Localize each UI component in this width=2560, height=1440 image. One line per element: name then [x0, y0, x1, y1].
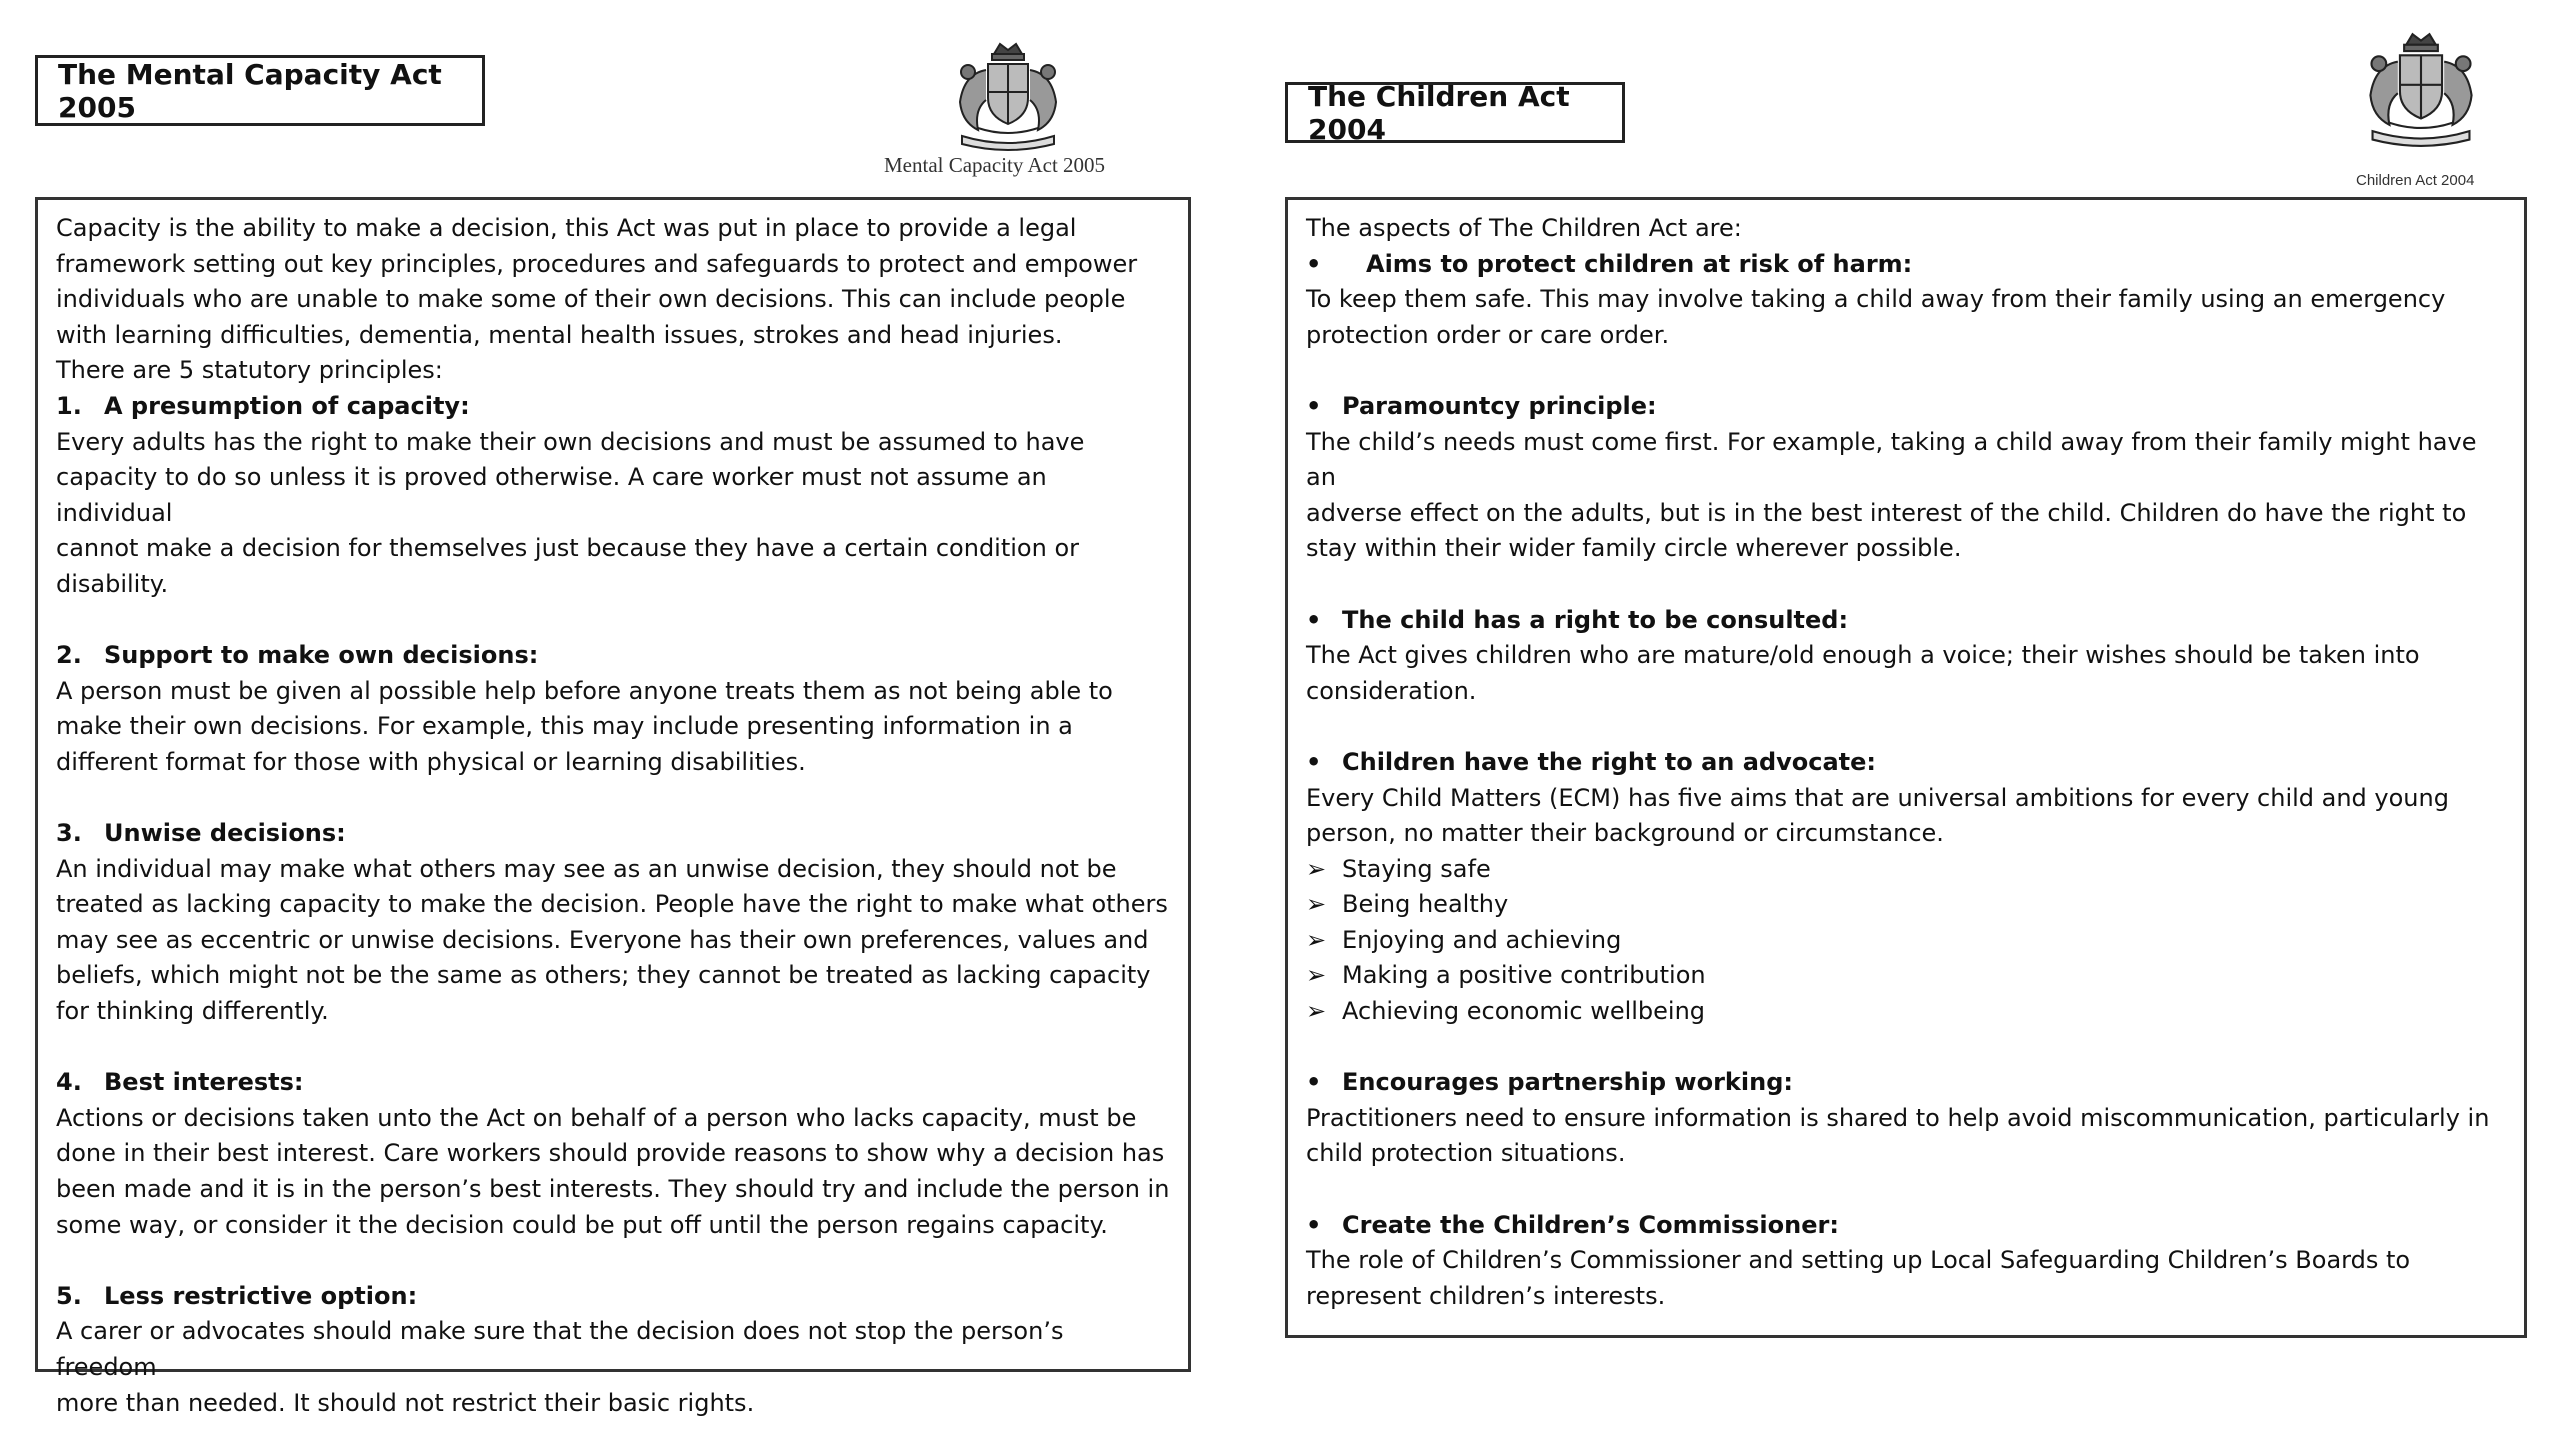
principle-line: Every adults has the right to make their own decisions and must be assumed to have [56, 427, 1085, 456]
principle-heading [56, 638, 1170, 674]
aspect-heading [1306, 389, 2506, 425]
principle-line: capacity to do so unless it is proved otherwise. A care worker must not assume an individual [56, 463, 1047, 527]
aspect-title: Create the Children’s Commissioner: [1342, 1210, 1839, 1239]
principle-title: Unwise decisions: [104, 819, 346, 848]
ca-intro: The aspects of The Children Act are: [1306, 214, 1742, 242]
aspect-title: Children have the right to an advocate: [1342, 747, 1877, 776]
principle-line: done in their best interest. Care workers should provide reasons to show why a decision has [56, 1139, 1165, 1168]
spacer [1306, 353, 2506, 389]
aspect-line: protection order or care order. [1306, 320, 1670, 349]
aspect-line: adverse effect on the adults, but is in the best interest of the child. Children do have the right to [1306, 498, 2467, 527]
principle-line: been made and it is in the person’s best interests. They should try and include the person in [56, 1175, 1170, 1204]
principle-line: treated as lacking capacity to make the decision. People have the right to make what others [56, 890, 1168, 919]
bullet-icon: • [1306, 1210, 1322, 1239]
aspect-line: consideration. [1306, 676, 1477, 705]
aspect-title: Paramountcy principle: [1342, 391, 1657, 420]
principle-line: disability. [56, 569, 169, 598]
principle-line: some way, or consider it the decision could be put off until the person regains capacity. [56, 1210, 1108, 1239]
principle-line: A person must be given al possible help before anyone treats them as not being able to [56, 676, 1113, 705]
mca-intro-line: individuals who are unable to make some of their own decisions. This can include people [56, 285, 1126, 314]
spacer [56, 603, 1170, 639]
mca-content-panel [35, 197, 1191, 1417]
ecm-aim-label: Achieving economic wellbeing [1342, 997, 1706, 1026]
mca-title [35, 55, 485, 126]
principle-line: Actions or decisions taken unto the Act on behalf of a person who lacks capacity, must be [56, 1103, 1137, 1132]
bullet-icon: • [1306, 747, 1322, 776]
aspect-heading [1306, 745, 2506, 781]
principle-line: A carer or advocates should make sure that the decision does not stop the person’s freedom [56, 1317, 1064, 1381]
ecm-aim-item [1306, 887, 2506, 923]
royal-coat-of-arms-icon [2355, 30, 2487, 148]
mca-crest-caption: Mental Capacity Act 2005 [884, 153, 1106, 177]
aspect-title: Aims to protect children at risk of harm: [1366, 249, 1913, 278]
spacer [56, 1030, 1170, 1066]
ecm-aim-label: Staying safe [1342, 854, 1491, 883]
ecm-aim-label: Enjoying and achieving [1342, 925, 1622, 954]
mca-intro-line: with learning difficulties, dementia, mental health issues, strokes and head injuries. [56, 320, 1063, 349]
bullet-icon: • [1306, 249, 1322, 278]
principle-title: A presumption of capacity: [104, 391, 470, 420]
mca-intro [56, 211, 1170, 389]
ecm-aim-item [1306, 923, 2506, 959]
principle-line: An individual may make what others may see as an unwise decision, they should not be [56, 854, 1117, 883]
principle-line: more than needed. It should not restrict their basic rights. [56, 1388, 755, 1417]
principle-number: 5. [56, 1281, 82, 1310]
mca-title-text: The Mental Capacity Act 2005 [58, 57, 442, 124]
aspect-line: To keep them safe. This may involve taking a child away from their family using an emergency [1306, 285, 2446, 314]
aspect-line: represent children’s interests. [1306, 1281, 1666, 1310]
mca-intro-line: Capacity is the ability to make a decision, this Act was put in place to provide a legal [56, 214, 1077, 242]
bullet-icon: • [1306, 605, 1322, 634]
aspect-line: The Act gives children who are mature/old enough a voice; their wishes should be taken into [1306, 641, 2420, 670]
principle-line: different format for those with physical or learning disabilities. [56, 747, 806, 776]
ca-title [1285, 79, 1625, 146]
arrow-bullet-icon: ➢ [1306, 890, 1327, 919]
aspect-title: The child has a right to be consulted: [1342, 605, 1849, 634]
ecm-aim-item [1306, 994, 2506, 1030]
principle-number: 3. [56, 819, 82, 848]
aspect-heading [1306, 1208, 2506, 1244]
aspect-line: The child’s needs must come first. For example, taking a child away from their family might have an [1306, 427, 2477, 492]
aspect-line: stay within their wider family circle wherever possible. [1306, 534, 1962, 563]
principle-number: 4. [56, 1068, 82, 1097]
aspect-line: Practitioners need to ensure information is shared to help avoid miscommunication, particularly in [1306, 1103, 2490, 1132]
principle-line: cannot make a decision for themselves just because they have a certain condition or [56, 534, 1079, 563]
mca-intro-line: framework setting out key principles, procedures and safeguards to protect and empower [56, 249, 1138, 278]
principle-line: make their own decisions. For example, this may include presenting information in a [56, 712, 1073, 741]
principle-heading [56, 1279, 1170, 1315]
arrow-bullet-icon: ➢ [1306, 854, 1327, 883]
principle-title: Support to make own decisions: [104, 641, 539, 670]
royal-coat-of-arms-icon [948, 40, 1068, 152]
ecm-aim-label: Being healthy [1342, 890, 1509, 919]
ca-title-text: The Children Act 2004 [1308, 79, 1570, 146]
principle-heading [56, 816, 1170, 852]
aspect-line: The role of Children’s Commissioner and setting up Local Safeguarding Children’s Boards to [1306, 1246, 2411, 1275]
spacer [1306, 567, 2506, 603]
principle-line: may see as eccentric or unwise decisions. Everyone has their own preferences, values and [56, 925, 1149, 954]
principle-title: Less restrictive option: [104, 1281, 418, 1310]
principle-number: 2. [56, 641, 82, 670]
spacer [1306, 1172, 2506, 1208]
ecm-aim-item [1306, 958, 2506, 994]
ca-content-panel [1285, 197, 2527, 1338]
aspect-line: child protection situations. [1306, 1139, 1626, 1168]
principle-title: Best interests: [104, 1068, 304, 1097]
aspect-heading [1306, 603, 2506, 639]
bullet-icon: • [1306, 1068, 1322, 1097]
principle-heading [56, 389, 1170, 425]
principle-line: beliefs, which might not be the same as others; they cannot be treated as lacking capacity [56, 961, 1151, 990]
spacer [56, 781, 1170, 817]
arrow-bullet-icon: ➢ [1306, 997, 1327, 1026]
principle-heading [56, 1065, 1170, 1101]
spacer [56, 1243, 1170, 1279]
ecm-aim-label: Making a positive contribution [1342, 961, 1706, 990]
aspect-heading [1306, 247, 2506, 283]
mca-intro-line: There are 5 statutory principles: [56, 356, 443, 385]
arrow-bullet-icon: ➢ [1306, 925, 1327, 954]
aspect-line: person, no matter their background or circumstance. [1306, 819, 1944, 848]
aspect-title: Encourages partnership working: [1342, 1068, 1793, 1097]
principle-line: for thinking differently. [56, 997, 329, 1026]
spacer [1306, 1030, 2506, 1066]
ecm-aim-item [1306, 852, 2506, 888]
arrow-bullet-icon: ➢ [1306, 961, 1327, 990]
principle-number: 1. [56, 391, 82, 420]
aspect-heading [1306, 1065, 2506, 1101]
bullet-icon: • [1306, 391, 1322, 420]
ca-crest-caption: Children Act 2004 [2356, 172, 2475, 189]
aspect-line: Every Child Matters (ECM) has five aims that are universal ambitions for every child and young [1306, 783, 2449, 812]
spacer [1306, 709, 2506, 745]
